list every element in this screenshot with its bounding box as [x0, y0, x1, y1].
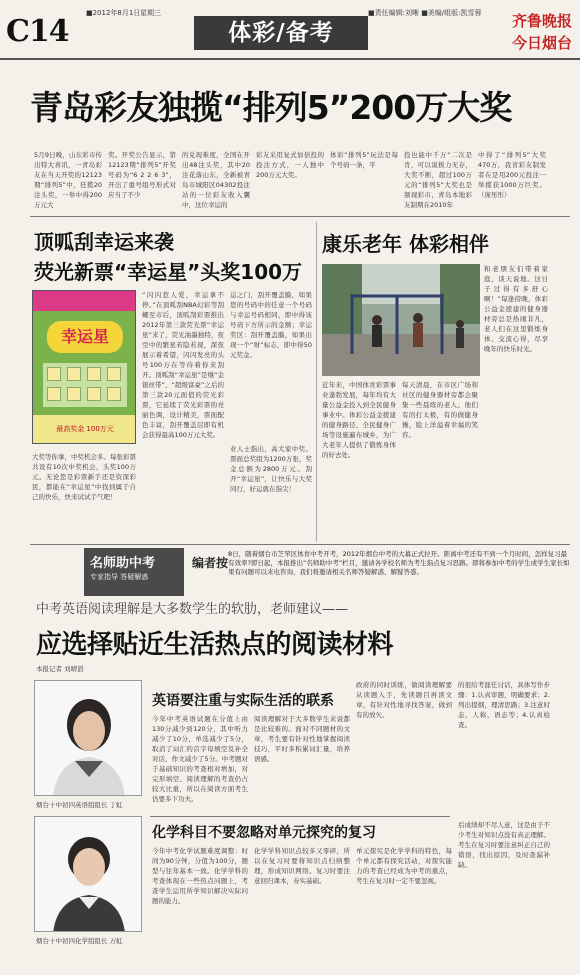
newspaper-logo: 齐鲁晚报	[511, 12, 572, 30]
story-2-column: 运之门，刮开覆盖膜，如果您的号码中的任意一个号码与幸运号码相同，即中得该号码下方所示的金额；幸运奖区：刮开覆盖膜，如果出现一个“财”标志，即中得50元奖金。	[230, 291, 312, 359]
editor-note-label: 编者按	[192, 556, 229, 570]
promo-text: 8日，随着烟台市芝罘区体育中考开考，2012年烟台中考的大幕正式拉开。距离中考还有不到一个月时间，怎样复习最有效率?即日起，本报推出“名师助中考”栏目，邀请各学校名师为考生指点复习思路。即将参加中考的学生或学生家长如果有问题可以来电咨询，我们将邀请相关名师答疑解惑、解疑答惑。	[228, 550, 570, 576]
feature-column: 后成绩却不尽人意，这是由于不少考生对知识点没有真正理解。考生在复习时要注意纠正自己的错误，找出原因，及时查漏补缺。	[458, 821, 550, 869]
feature-column: 今年中考化学试题难度调整：时间为90分钟，分值为100分，题型与往年基本一致。化学学科的考查体现在一些热点问题上，考查学生运用所学知识解决实际问题的能力。	[152, 847, 248, 905]
story-3-headline: 康乐老年 体彩相伴	[322, 232, 489, 256]
ticket-footer: 最高奖金 100万元	[33, 415, 136, 443]
feature-headline: 应选择贴近生活热点的阅读材料	[36, 630, 394, 660]
story-1-column: 的兑现难度，全国在开出48注头奖，其中20注花落山东，全新被青岛市城阳区04302投注站的一位彩友收入囊中，这位幸运的	[182, 151, 250, 209]
elderly-fitness-photo	[322, 264, 480, 376]
feature-column: 今年中考英语试题在分值上由130分减少到120分，其中听力减少了10分，单选减少了5分，取消了词汇的首字母填空及补全对话，作文减少了5分。中考题对于基础知识的考查相对增加，对完形填空、阅读理解的考查仍占较大比重，所以在阅读方面考生仍要多下功夫。	[152, 715, 248, 803]
ticket-title: 幸运星	[47, 321, 123, 353]
story-2-column: “闪闪惹人爱，幸运拿不停。”在顶呱刮NBA幻彩等刮螺至市后，顶呱刮彩票推出2012年第三款荧光票“幸运星”来了，荧光油墨独特，夜空中的繁星若隐若现，深夜展示着希望，闪闪发亮的头号100万在等待着你来刮开。顶呱刮“幸运星”是继“金银丝带”、“超级富豪”之后的第三款20元面值的荧光彩票，它延续了荧光彩票的亮丽色调，设计精美，票面配色丰富，刮开覆盖层即有机会获得最高100万元大奖。	[142, 291, 224, 439]
column-divider	[316, 222, 317, 542]
story-2-column: 大奖等你拿，中奖机会多。每张彩票共设有10次中奖机会，头奖100万元。无论您是彩票新手还是资深彩民，都能在“幸运星”中找到属于自己的快乐，快来试试手气吧！	[32, 453, 136, 501]
promo-card-title: 名师助中考	[90, 556, 156, 571]
issue-date: ■2012年8月1日	[86, 9, 141, 17]
weekday: 星期三	[140, 9, 161, 17]
story-1-headline: 青岛彩友独揽“排列5”200万大奖	[30, 88, 512, 127]
editor-line: ■责任编辑:刘晰 ■美编/组版:凯雪蓉	[368, 9, 482, 17]
lottery-ticket-image	[32, 290, 136, 444]
portrait-caption-2: 烟台十中初四化学组组长 万虹	[36, 937, 123, 945]
story-1-column: 彩友采用复式加倍投的投注方式，一人独中200万元大奖。	[256, 151, 324, 179]
ticket-header-band	[33, 291, 136, 311]
story-2-headline: 顶呱刮幸运来袭	[34, 230, 174, 254]
story-1-column: 投也能中千万“二次是肯，可以说极力无存，大奖不断，超过100万元的“排列5”大奖也是频现彩市，青岛本地彩友制期在2010年	[404, 151, 472, 209]
story-3-column: 近年来，中国体育彩票事业蓬勃发展，每年均有大量公益金投入到全民健身事业中。体彩公益金援建的健身路径、全民健身广场等设施遍布城乡，为广大老年人提供了锻炼身体的好去处。	[322, 381, 396, 459]
portrait-illustration	[35, 681, 142, 796]
teacher-portrait-2	[34, 816, 142, 932]
story-1-column: 5月9日晚，山东彩市传出特大喜讯，一青岛彩友在当天开奖的12123期“排列5”中，狂揽20注头奖，一举中得200万元大	[34, 151, 102, 209]
page-number: C14	[6, 14, 69, 49]
masthead-rule	[0, 58, 580, 60]
story-3-column: 和老朋友们带着家庭，谈天说地。这日子过得有多舒心啊！”每逢傍晚，体彩公益金援建的健身器材旁总是热闹非凡，老人们在这里锻炼身体、交流心得，尽享晚年的快乐时光。	[484, 265, 548, 353]
promo-card-subtitle: 专家指导 答疑解惑	[90, 573, 149, 581]
story-1-column: 奖。开奖公告显示，第12123期“排列5”开奖号码为“6 2 2 6 3”，开出了重号组号形式对应当了不少	[108, 151, 176, 199]
section-banner: 体彩/备考	[194, 16, 368, 50]
feature-column: 政府的同时训练，做阅读理解要从读题入手，先读题目再读文章，有针对性地寻找答案，做到有的放矢。	[356, 681, 452, 719]
feature-column: 的很给考涯任讨话，具体写作步骤：1.认真审题，明确要求；2.列出提纲，理清思路；3.注意时态、人称、语态等；4.认真检查。	[458, 681, 550, 729]
feature-column: 阅读理解对于大多数学生来说都是比较难的。面对不同题材的文章，考生要有针对性地掌握阅读技巧，平时多积累词汇量，培养语感。	[254, 715, 350, 763]
photo-illustration	[322, 264, 480, 376]
feature-kicker: 中考英语阅读理解是大多数学生的软肋，老师建议——	[36, 602, 349, 617]
newspaper-edition: 今日烟台	[511, 34, 572, 52]
feature-column: 单元探究是化学学科的特色，每个单元都有探究活动，对探究能力的考查已经成为中考的重点，考生在复习时一定不要忽视。	[356, 847, 452, 885]
feature-column: 化学学科知识点较多又零碎，所以在复习时要将知识点归纳整理，形成知识网络。复习时要注意回归课本，夯实基础。	[254, 847, 350, 885]
teacher-portrait-1	[34, 680, 142, 796]
feature-byline: 本报记者 刘晴滔	[36, 665, 84, 673]
ticket-scratch-area	[43, 363, 127, 407]
feature-subhead-2: 化学科目不要忽略对单元探究的复习	[152, 825, 376, 841]
portrait-illustration	[35, 817, 142, 932]
portrait-caption-1: 烟台十中初四英语组组长 丁虹	[36, 801, 123, 809]
story-1-column: 体彩“排列5”玩法是每个号码一条，平	[330, 151, 398, 169]
story-1-column: 中得了“排列5”大奖470万，我省彩友制发者在是用200元投注一举揽获1000万巨奖。（庞彤彤）	[478, 151, 546, 199]
masthead	[0, 0, 580, 60]
story-2-column: 业人士指出，高大家中奖。票面总奖组为1200万张，奖金总额为2800万元。刮开“幸运星”，让快乐与大奖同行，好运就在指尖！	[230, 445, 312, 493]
feature-subhead-1: 英语要注重与实际生活的联系	[152, 693, 334, 709]
feature-divider	[150, 816, 450, 817]
story-2-subheadline: 荧光新票“幸运星”头奖100万	[34, 260, 303, 284]
promo-strip	[32, 548, 572, 596]
section-divider	[30, 216, 570, 217]
section-divider	[30, 544, 570, 545]
story-3-column: 每天清晨，在市区广场和社区的健身器材旁都会聚集一些晨练的老人。他们有的打太极，有的做健身操，脸上洋溢着幸福的笑容。	[402, 381, 478, 439]
promo-card	[84, 548, 184, 596]
